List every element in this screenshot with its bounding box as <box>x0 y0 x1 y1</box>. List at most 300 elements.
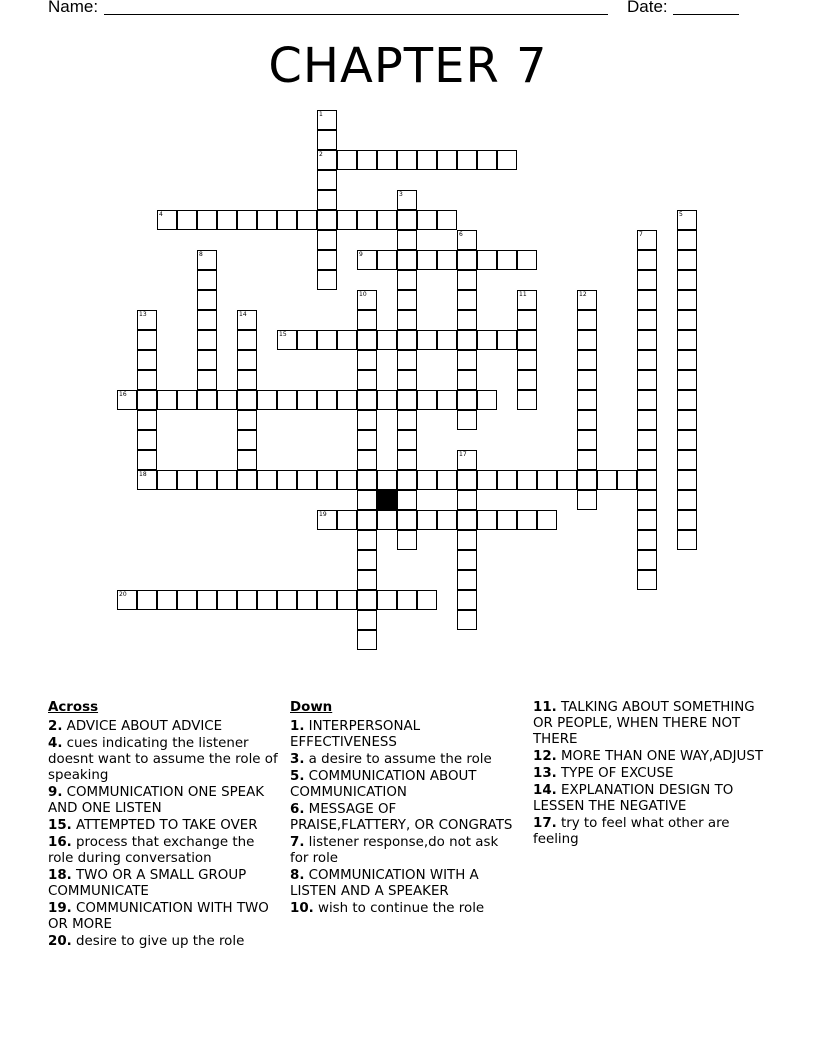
clue-number: 15 <box>279 331 287 338</box>
grid-cell[interactable] <box>297 210 317 230</box>
grid-cell[interactable] <box>237 450 257 470</box>
grid-cell[interactable] <box>557 470 577 490</box>
clue-item <box>48 868 280 900</box>
grid-cell[interactable] <box>177 390 197 410</box>
grid-cell[interactable] <box>637 370 657 390</box>
grid-cell[interactable] <box>677 450 697 470</box>
grid-cell[interactable] <box>317 190 337 210</box>
grid-cell[interactable] <box>257 390 277 410</box>
grid-cell[interactable] <box>457 310 477 330</box>
grid-cell[interactable] <box>217 210 237 230</box>
grid-cell[interactable] <box>357 310 377 330</box>
grid-cell[interactable] <box>237 350 257 370</box>
grid-cell[interactable] <box>157 470 177 490</box>
clue-item-text: INTERPERSONAL EFFECTIVENESS <box>290 719 421 750</box>
grid-cell[interactable] <box>637 550 657 570</box>
grid-cell[interactable] <box>457 410 477 430</box>
grid-cell[interactable] <box>337 590 357 610</box>
grid-cell[interactable] <box>457 570 477 590</box>
grid-cell[interactable] <box>217 390 237 410</box>
grid-cell[interactable] <box>637 530 657 550</box>
grid-cell[interactable] <box>517 370 537 390</box>
grid-cell[interactable] <box>197 290 217 310</box>
grid-cell[interactable] <box>177 590 197 610</box>
clue-item <box>533 749 765 765</box>
grid-cell[interactable] <box>637 570 657 590</box>
grid-cell[interactable] <box>317 470 337 490</box>
clue-number: 10 <box>359 291 367 298</box>
grid-cell[interactable] <box>677 270 697 290</box>
grid-cell[interactable] <box>637 250 657 270</box>
name-field[interactable] <box>104 14 608 15</box>
grid-cell[interactable] <box>197 250 217 270</box>
grid-cell[interactable] <box>677 470 697 490</box>
grid-cell[interactable] <box>637 350 657 370</box>
grid-cell[interactable] <box>677 330 697 350</box>
grid-cell[interactable] <box>677 230 697 250</box>
grid-cell[interactable] <box>237 430 257 450</box>
grid-cell[interactable] <box>637 450 657 470</box>
clue-item-text: MORE THAN ONE WAY,ADJUST <box>556 749 764 764</box>
grid-cell[interactable] <box>137 370 157 390</box>
clue-number: 19 <box>319 511 327 518</box>
grid-cell[interactable] <box>417 150 437 170</box>
grid-cell[interactable] <box>137 590 157 610</box>
grid-cell[interactable] <box>457 230 477 250</box>
grid-cell[interactable] <box>637 430 657 450</box>
grid-cell[interactable] <box>457 530 477 550</box>
grid-cell[interactable] <box>437 470 457 490</box>
grid-cell[interactable] <box>397 250 417 270</box>
grid-cell[interactable] <box>397 290 417 310</box>
grid-cell[interactable] <box>357 490 377 510</box>
grid-cell[interactable] <box>577 470 597 490</box>
grid-cell[interactable] <box>437 330 457 350</box>
grid-cell[interactable] <box>277 390 297 410</box>
grid-cell[interactable] <box>677 370 697 390</box>
grid-cell[interactable] <box>397 470 417 490</box>
grid-cell[interactable] <box>397 410 417 430</box>
grid-cell[interactable] <box>677 510 697 530</box>
header <box>48 0 768 20</box>
clue-number: 2 <box>319 151 323 158</box>
clue-item-text: ATTEMPTED TO TAKE OVER <box>71 818 258 833</box>
grid-cell[interactable] <box>577 390 597 410</box>
grid-cell[interactable] <box>237 410 257 430</box>
clue-item <box>48 785 280 817</box>
grid-cell[interactable] <box>217 470 237 490</box>
grid-cell[interactable] <box>577 410 597 430</box>
grid-cell[interactable] <box>197 470 217 490</box>
grid-cell[interactable] <box>677 250 697 270</box>
clue-item <box>48 719 280 735</box>
grid-cell[interactable] <box>317 150 337 170</box>
grid-cell[interactable] <box>317 390 337 410</box>
clue-number: 20 <box>119 591 127 598</box>
grid-cell[interactable] <box>297 470 317 490</box>
clue-number: 14 <box>239 311 247 318</box>
grid-cell[interactable] <box>237 590 257 610</box>
grid-cell[interactable] <box>157 210 177 230</box>
grid-cell[interactable] <box>397 230 417 250</box>
grid-cell[interactable] <box>117 390 137 410</box>
clue-item <box>290 769 515 801</box>
clue-item-text: cues indicating the listener doesnt want to assume the role of speaking <box>48 736 278 783</box>
grid-cell[interactable] <box>397 350 417 370</box>
grid-cell[interactable] <box>517 310 537 330</box>
clue-item <box>48 934 280 950</box>
grid-cell[interactable] <box>197 590 217 610</box>
clue-item-text: MESSAGE OF PRAISE,FLATTERY, OR CONGRATS <box>290 802 513 833</box>
name-label: Name: <box>48 0 99 16</box>
grid-cell[interactable] <box>137 350 157 370</box>
grid-cell[interactable] <box>157 590 177 610</box>
grid-cell[interactable] <box>137 330 157 350</box>
down-clue-list <box>290 719 515 917</box>
clue-item-text: listener response,do not ask for role <box>290 835 499 866</box>
grid-cell[interactable] <box>537 510 557 530</box>
grid-cell[interactable] <box>417 210 437 230</box>
clue-item <box>533 816 765 848</box>
grid-cell[interactable] <box>377 470 397 490</box>
grid-cell[interactable] <box>637 410 657 430</box>
grid-cell[interactable] <box>457 450 477 470</box>
grid-cell[interactable] <box>377 590 397 610</box>
grid-cell[interactable] <box>397 390 417 410</box>
grid-cell[interactable] <box>317 230 337 250</box>
grid-cell[interactable] <box>617 470 637 490</box>
grid-cell[interactable] <box>677 290 697 310</box>
grid-cell[interactable] <box>457 510 477 530</box>
grid-cell[interactable] <box>457 270 477 290</box>
grid-cell[interactable] <box>397 330 417 350</box>
grid-cell[interactable] <box>317 130 337 150</box>
clue-number: 5 <box>679 211 683 218</box>
grid-cell[interactable] <box>317 270 337 290</box>
grid-cell[interactable] <box>517 470 537 490</box>
clue-item-text: TYPE OF EXCUSE <box>556 766 674 781</box>
grid-cell[interactable] <box>517 330 537 350</box>
clue-item-text: try to feel what other are feeling <box>533 816 730 847</box>
grid-cell[interactable] <box>357 350 377 370</box>
grid-cell[interactable] <box>237 390 257 410</box>
grid-cell[interactable] <box>397 210 417 230</box>
clue-item-text: COMMUNICATION WITH A LISTEN AND A SPEAKER <box>290 868 479 899</box>
grid-cell[interactable] <box>137 470 157 490</box>
grid-cell[interactable] <box>497 250 517 270</box>
grid-cell[interactable] <box>417 590 437 610</box>
grid-cell[interactable] <box>517 390 537 410</box>
grid-cell[interactable] <box>197 270 217 290</box>
grid-cell[interactable] <box>357 610 377 630</box>
grid-cell[interactable] <box>377 250 397 270</box>
grid-cell[interactable] <box>197 350 217 370</box>
grid-cell[interactable] <box>397 490 417 510</box>
grid-cell[interactable] <box>297 590 317 610</box>
grid-cell[interactable] <box>677 530 697 550</box>
clue-item-number: 4. <box>48 736 63 751</box>
grid-cell[interactable] <box>317 330 337 350</box>
grid-cell[interactable] <box>237 370 257 390</box>
grid-cell[interactable] <box>317 250 337 270</box>
clue-number: 18 <box>139 471 147 478</box>
grid-cell[interactable] <box>257 590 277 610</box>
grid-cell[interactable] <box>677 390 697 410</box>
grid-cell[interactable] <box>357 410 377 430</box>
grid-cell[interactable] <box>457 290 477 310</box>
clue-number: 3 <box>399 191 403 198</box>
grid-cell[interactable] <box>337 470 357 490</box>
grid-cell[interactable] <box>337 390 357 410</box>
grid-cell[interactable] <box>637 230 657 250</box>
grid-cell[interactable] <box>577 310 597 330</box>
grid-cell[interactable] <box>117 590 137 610</box>
grid-cell[interactable] <box>677 490 697 510</box>
grid-cell[interactable] <box>297 390 317 410</box>
grid-cell[interactable] <box>357 530 377 550</box>
grid-cell[interactable] <box>497 510 517 530</box>
grid-cell[interactable] <box>437 390 457 410</box>
grid-cell[interactable] <box>497 330 517 350</box>
clue-item-number: 10. <box>290 901 314 916</box>
grid-cell[interactable] <box>577 330 597 350</box>
grid-cell[interactable] <box>637 310 657 330</box>
grid-cell[interactable] <box>317 170 337 190</box>
grid-cell[interactable] <box>477 150 497 170</box>
grid-cell[interactable] <box>637 290 657 310</box>
grid-cell[interactable] <box>357 570 377 590</box>
grid-cell[interactable] <box>637 330 657 350</box>
grid-cell[interactable] <box>397 590 417 610</box>
grid-cell[interactable] <box>317 210 337 230</box>
page-title: CHAPTER 7 <box>268 38 548 94</box>
clue-item-text: EXPLANATION DESIGN TO LESSEN THE NEGATIVE <box>533 783 734 814</box>
clue-item-number: 14. <box>533 783 557 798</box>
grid-cell[interactable] <box>397 530 417 550</box>
grid-cell[interactable] <box>677 310 697 330</box>
grid-cell[interactable] <box>397 310 417 330</box>
grid-cell[interactable] <box>137 410 157 430</box>
grid-cell[interactable] <box>377 510 397 530</box>
grid-cell[interactable] <box>417 470 437 490</box>
clue-item-text: COMMUNICATION WITH TWO OR MORE <box>48 901 269 932</box>
grid-cell[interactable] <box>457 150 477 170</box>
grid-cell[interactable] <box>637 270 657 290</box>
grid-cell[interactable] <box>457 610 477 630</box>
grid-cell[interactable] <box>637 510 657 530</box>
grid-cell[interactable] <box>357 510 377 530</box>
grid-cell[interactable] <box>357 150 377 170</box>
grid-cell[interactable] <box>237 310 257 330</box>
grid-cell[interactable] <box>197 210 217 230</box>
grid-cell[interactable] <box>537 470 557 490</box>
clue-item <box>290 835 515 867</box>
grid-cell[interactable] <box>397 370 417 390</box>
grid-cell[interactable] <box>457 470 477 490</box>
grid-cell[interactable] <box>417 390 437 410</box>
grid-cell[interactable] <box>577 450 597 470</box>
grid-cell[interactable] <box>357 630 377 650</box>
grid-cell[interactable] <box>437 150 457 170</box>
grid-cell[interactable] <box>277 210 297 230</box>
down-heading: Down <box>290 700 333 715</box>
grid-cell[interactable] <box>457 490 477 510</box>
grid-cell[interactable] <box>357 330 377 350</box>
grid-cell[interactable] <box>137 450 157 470</box>
clue-item-number: 6. <box>290 802 305 817</box>
grid-cell[interactable] <box>477 250 497 270</box>
grid-cell[interactable] <box>357 550 377 570</box>
grid-cell[interactable] <box>337 510 357 530</box>
grid-cell[interactable] <box>397 510 417 530</box>
clue-item-number: 1. <box>290 719 305 734</box>
clue-item <box>48 736 280 784</box>
grid-cell[interactable] <box>357 430 377 450</box>
grid-cell[interactable] <box>577 290 597 310</box>
grid-cell[interactable] <box>337 150 357 170</box>
grid-cell[interactable] <box>457 550 477 570</box>
across-clues <box>48 700 280 951</box>
grid-cell[interactable] <box>477 470 497 490</box>
grid-cell[interactable] <box>577 370 597 390</box>
grid-cell[interactable] <box>457 350 477 370</box>
grid-cell[interactable] <box>457 590 477 610</box>
grid-cell[interactable] <box>397 270 417 290</box>
clue-item-text: TWO OR A SMALL GROUP COMMUNICATE <box>48 868 247 899</box>
grid-cell[interactable] <box>237 210 257 230</box>
clue-item-text: TALKING ABOUT SOMETHING OR PEOPLE, WHEN THERE NOT THERE <box>533 700 755 747</box>
grid-cell[interactable] <box>417 510 437 530</box>
down-clue-list-continued <box>533 700 765 848</box>
grid-cell[interactable] <box>317 510 337 530</box>
grid-cell[interactable] <box>477 390 497 410</box>
grid-cell[interactable] <box>577 490 597 510</box>
clue-item-number: 2. <box>48 719 63 734</box>
grid-cell[interactable] <box>397 190 417 210</box>
grid-cell[interactable] <box>257 210 277 230</box>
grid-cell[interactable] <box>357 370 377 390</box>
grid-cell[interactable] <box>677 410 697 430</box>
grid-cell[interactable] <box>357 590 377 610</box>
grid-cell[interactable] <box>357 210 377 230</box>
grid-cell[interactable] <box>337 330 357 350</box>
grid-cell[interactable] <box>457 250 477 270</box>
grid-cell[interactable] <box>497 150 517 170</box>
grid-cell[interactable] <box>197 310 217 330</box>
clue-item <box>533 766 765 782</box>
clue-item-number: 9. <box>48 785 63 800</box>
clue-item <box>48 901 280 933</box>
grid-cell[interactable] <box>517 350 537 370</box>
grid-cell[interactable] <box>357 290 377 310</box>
grid-cell[interactable] <box>477 510 497 530</box>
grid-cell[interactable] <box>197 330 217 350</box>
grid-cell[interactable] <box>237 470 257 490</box>
grid-cell[interactable] <box>397 430 417 450</box>
grid-cell[interactable] <box>357 390 377 410</box>
clue-item-text: COMMUNICATION ONE SPEAK AND ONE LISTEN <box>48 785 265 816</box>
grid-cell[interactable] <box>517 290 537 310</box>
grid-cell[interactable] <box>417 250 437 270</box>
grid-cell[interactable] <box>357 470 377 490</box>
grid-cell[interactable] <box>257 470 277 490</box>
grid-cell[interactable] <box>577 350 597 370</box>
grid-cell[interactable] <box>337 210 357 230</box>
date-label: Date: <box>627 0 668 16</box>
clue-item <box>533 783 765 815</box>
grid-cell[interactable] <box>637 490 657 510</box>
grid-cell[interactable] <box>677 430 697 450</box>
grid-cell[interactable] <box>457 370 477 390</box>
grid-cell[interactable] <box>357 450 377 470</box>
grid-cell[interactable] <box>457 330 477 350</box>
clue-item <box>290 868 515 900</box>
grid-cell[interactable] <box>397 450 417 470</box>
grid-cell[interactable] <box>197 370 217 390</box>
grid-cell[interactable] <box>217 590 237 610</box>
grid-cell[interactable] <box>377 330 397 350</box>
clue-item-number: 18. <box>48 868 72 883</box>
across-heading: Across <box>48 700 99 715</box>
clue-item <box>48 818 280 834</box>
grid-cell[interactable] <box>457 390 477 410</box>
grid-cell[interactable] <box>377 150 397 170</box>
grid-cell[interactable] <box>497 470 517 490</box>
clue-number: 6 <box>459 231 463 238</box>
grid-cell[interactable] <box>157 390 177 410</box>
grid-cell[interactable] <box>397 150 417 170</box>
grid-cell[interactable] <box>437 250 457 270</box>
clue-item-text: COMMUNICATION ABOUT COMMUNICATION <box>290 769 477 800</box>
date-field[interactable] <box>673 14 739 15</box>
grid-cell[interactable] <box>277 330 297 350</box>
grid-cell[interactable] <box>137 430 157 450</box>
grid-cell[interactable] <box>637 390 657 410</box>
grid-cell[interactable] <box>357 250 377 270</box>
clue-item-text: wish to continue the role <box>313 901 485 916</box>
grid-cell[interactable] <box>137 310 157 330</box>
grid-cell[interactable] <box>637 470 657 490</box>
clue-number: 17 <box>459 451 467 458</box>
grid-cell[interactable] <box>437 510 457 530</box>
grid-cell[interactable] <box>417 330 437 350</box>
grid-cell[interactable] <box>317 110 337 130</box>
grid-cell[interactable] <box>377 390 397 410</box>
grid-cell[interactable] <box>137 390 157 410</box>
grid-cell[interactable] <box>297 330 317 350</box>
grid-cell[interactable] <box>477 330 497 350</box>
grid-cell[interactable] <box>237 330 257 350</box>
clue-item <box>290 719 515 751</box>
grid-cell[interactable] <box>577 430 597 450</box>
grid-cell[interactable] <box>177 470 197 490</box>
clue-item-number: 20. <box>48 934 72 949</box>
grid-cell[interactable] <box>317 590 337 610</box>
grid-cell[interactable] <box>517 250 537 270</box>
grid-cell[interactable] <box>677 350 697 370</box>
grid-cell[interactable] <box>197 390 217 410</box>
grid-cell[interactable] <box>437 210 457 230</box>
grid-cell[interactable] <box>277 590 297 610</box>
grid-cell[interactable] <box>177 210 197 230</box>
grid-cell[interactable] <box>517 510 537 530</box>
clue-item-number: 16. <box>48 835 72 850</box>
clue-item-number: 19. <box>48 901 72 916</box>
grid-cell[interactable] <box>597 470 617 490</box>
grid-cell[interactable] <box>377 210 397 230</box>
grid-cell[interactable] <box>277 470 297 490</box>
grid-cell[interactable] <box>677 210 697 230</box>
